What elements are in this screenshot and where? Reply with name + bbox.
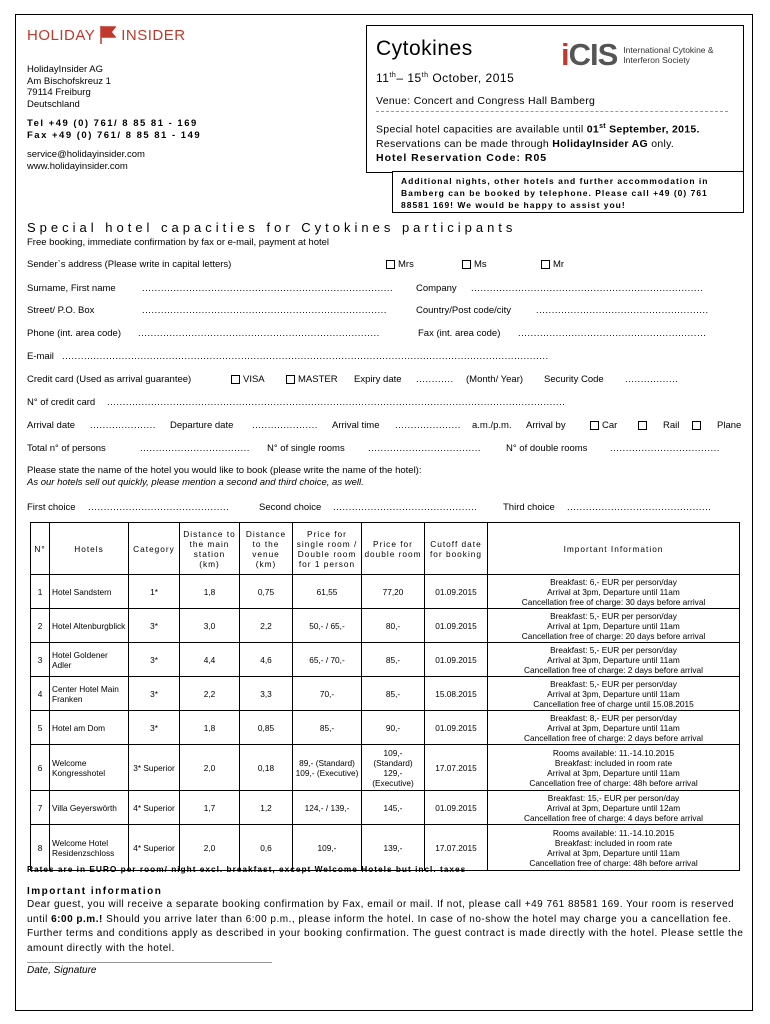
checkbox-visa[interactable] [231,375,240,384]
total-persons-label: Total n° of persons [27,443,106,454]
info-line: Arrival at 3pm, Departure until 11am [547,586,680,597]
cell-no: 6 [31,745,50,791]
company-fax: Fax +49 (0) 761/ 8 85 81 - 149 [27,129,202,141]
conference-title: Cytokines [376,37,473,60]
checkbox-master[interactable] [286,375,295,384]
title-mrs[interactable]: Mrs [386,259,414,270]
country-field[interactable]: ....................................................... [536,305,709,316]
info-line: Cancellation free of charge: 30 days before arrival [521,596,706,607]
card-visa[interactable]: VISA [231,374,265,385]
info-line: Breakfast: included in room rate [554,837,673,848]
company-address [27,64,201,172]
cell-distance-venue: 0,85 [240,711,293,745]
contact-phone-fax [27,118,201,141]
info-line: Cancellation free of charge: 2 days before arrival [524,732,703,743]
cell-cutoff: 01.09.2015 [425,711,488,745]
info-line: Cancellation free of charge: 48h before arrival [529,857,698,868]
cell-category: 1* [129,575,180,609]
info-line: Arrival at 3pm, Departure until 11am [547,722,680,733]
table-row [31,791,740,825]
checkbox-rail[interactable] [638,421,647,430]
cell-important-info [488,575,740,609]
logo-text-right: INSIDER [121,26,186,44]
form-subtitle: Free booking, immediate confirmation by fax or e-mail, payment at hotel [27,237,330,248]
col-no: N° [31,523,50,575]
title-ms[interactable]: Ms [462,259,487,270]
info-line: Cancellation free of charge: 2 days before arrival [524,664,703,675]
col-distance-venue: Distance to the venue (km) [240,523,293,575]
info-line: Arrival at 3pm, Departure until 11am [547,654,680,665]
cell-cutoff: 17.07.2015 [425,745,488,791]
info-line: Cancellation free of charge until 15.08.2015 [533,698,694,709]
cell-important-info [488,677,740,711]
cell-price-double: 90,- [362,711,425,745]
cell-cutoff: 17.07.2015 [425,825,488,871]
company-name: HolidayInsider AG [27,64,104,75]
cell-distance-venue: 4,6 [240,643,293,677]
expiry-label: Expiry date [354,374,402,385]
cell-price-single: 85,- [293,711,362,745]
email-label: E-mail [27,351,54,362]
arrival-field[interactable]: ..................... [90,420,156,431]
info-line: Cancellation free of charge: 20 days before arrival [521,630,706,641]
surname-field[interactable]: ................................................................................ [142,283,394,294]
cc-number-label: N° of credit card [27,397,96,408]
expiry-field[interactable]: ............ [416,374,454,385]
cell-category: 3* [129,677,180,711]
info-line: Rooms available: 11.-14.10.2015 [552,827,675,838]
info-line: Cancellation free of charge: 48h before arrival [529,777,698,788]
departure-field[interactable]: ..................... [252,420,318,431]
col-category: Category [129,523,180,575]
col-cutoff: Cutoff date for booking [425,523,488,575]
cell-cutoff: 01.09.2015 [425,643,488,677]
conference-venue: Venue: Concert and Congress Hall Bamberg [376,95,596,107]
cell-cutoff: 01.09.2015 [425,791,488,825]
hotels-table [30,522,740,871]
cell-no: 1 [31,575,50,609]
cell-price-double: 85,- [362,677,425,711]
company-country: Deutschland [27,98,80,110]
cell-hotel-name: Center Hotel Main Franken [50,677,129,711]
fax-label: Fax (int. area code) [418,328,501,339]
total-persons-field[interactable]: ................................... [140,443,250,454]
street-label: Street/ P.O. Box [27,305,95,316]
cell-distance-station: 3,0 [180,609,240,643]
cell-hotel-name: Hotel am Dom [50,711,129,745]
arrival-time-label: Arrival time [332,420,380,431]
cell-price-single: 89,- (Standard) 109,- (Executive) [293,745,362,791]
third-choice-field[interactable]: .............................................. [567,502,712,513]
arrival-label: Arrival date [27,420,76,431]
arrival-car[interactable]: Car [590,420,617,431]
title-mr[interactable]: Mr [541,259,564,270]
cell-price-single: 124,- / 139,- [293,791,362,825]
cell-price-single: 65,- / 70,- [293,643,362,677]
cell-distance-station: 2,0 [180,825,240,871]
cell-cutoff: 15.08.2015 [425,677,488,711]
arrival-rail[interactable]: Rail [638,420,679,431]
cc-number-field[interactable]: .................................................................................................................................................. [107,397,566,408]
cell-distance-station: 2,0 [180,745,240,791]
cell-category: 3* Superior [129,745,180,791]
cell-important-info [488,609,740,643]
cell-distance-station: 1,7 [180,791,240,825]
surname-label: Surname, First name [27,283,116,294]
table-row [31,609,740,643]
cell-category: 4* Superior [129,825,180,871]
info-line: Breakfast: 5,- EUR per person/day [550,644,677,655]
street-field[interactable]: .............................................................................. [142,305,387,316]
cell-price-double: 145,- [362,791,425,825]
checkbox-ms[interactable] [462,260,471,269]
security-field[interactable]: ................. [625,374,679,385]
company-label: Company [416,283,457,294]
cell-no: 4 [31,677,50,711]
important-info-title: Important information [27,886,163,897]
ampm-label: a.m./p.m. [472,420,512,431]
first-choice-field[interactable]: ............................................. [88,502,230,513]
company-tel: Tel +49 (0) 761/ 8 85 81 - 169 [27,118,198,129]
cell-distance-venue: 3,3 [240,677,293,711]
col-price-double: Price for double room [362,523,425,575]
cell-cutoff: 01.09.2015 [425,575,488,609]
cell-price-single: 50,- / 65,- [293,609,362,643]
table-row [31,745,740,791]
checkbox-plane[interactable] [692,421,701,430]
company-city: 79114 Freiburg [27,87,91,98]
info-line: Breakfast: included in room rate [554,757,673,768]
info-line: Arrival at 1pm, Departure until 11am [547,620,680,631]
info-line: Breakfast: 5,- EUR per person/day [550,610,677,621]
important-info-body: Dear guest, you will receive a separate booking confirmation by Fax, email or mail. If not, please call +49 761 88581 169. Your room is reserved until 6:00 p.m.! Should you arrive later than 6:00 p.m., please inform the hotel. In case of no-show the hotel may charge you a cancellation fee. Further terms and conditions apply as described in your booking confirmation. The guest contract is made directly with the hotel. Please settle the amount directly with the hotel. [27,899,744,954]
cell-category: 3* [129,643,180,677]
col-hotels: Hotels [50,523,129,575]
info-line: Breakfast: 8,- EUR per person/day [550,712,677,723]
cell-price-single: 61,55 [293,575,362,609]
icis-logo-text: International Cytokine & Interferon Society [623,45,714,65]
table-row [31,711,740,745]
special-capacities-note: Special hotel capacities are available until 01st September, 2015. Reservations can be made through HolidayInsider AG only. Hotel Reservation Code: R05 [376,120,736,165]
cell-price-double: 77,20 [362,575,425,609]
cell-distance-station: 2,2 [180,677,240,711]
cell-hotel-name: Welcome Kongresshotel [50,745,129,791]
info-line: Arrival at 3pm, Departure until 11am [547,688,680,699]
info-line: Arrival at 3pm, Departure until 11am [547,847,680,858]
info-line: Breakfast: 5,- EUR per person/day [550,678,677,689]
first-choice-label: First choice [27,502,76,513]
cell-distance-venue: 0,18 [240,745,293,791]
checkbox-mr[interactable] [541,260,550,269]
info-line: Arrival at 3pm, Departure until 11am [547,767,680,778]
icis-logo-mark: iCIS [561,37,618,72]
table-row [31,677,740,711]
single-rooms-field[interactable]: .................................... [368,443,482,454]
cell-price-double: 85,- [362,643,425,677]
phone-label: Phone (int. area code) [27,328,122,339]
company-street: Am Bischofskreuz 1 [27,75,111,87]
cell-no: 7 [31,791,50,825]
double-rooms-label: N° of double rooms [506,443,588,454]
single-rooms-label: N° of single rooms [267,443,345,454]
cell-hotel-name: Hotel Sandstern [50,575,129,609]
cell-price-double: 109,- (Standard) 129,- (Executive) [362,745,425,791]
checkbox-car[interactable] [590,421,599,430]
sender-label: Sender`s address (Please write in capital letters) [27,259,232,270]
cell-hotel-name: Hotel Altenburgblick [50,609,129,643]
company-email[interactable]: service@holidayinsider.com [27,149,145,160]
cell-distance-venue: 0,6 [240,825,293,871]
signature-line[interactable] [27,962,272,963]
logo-text-left: HOLIDAY [27,26,96,44]
security-label: Security Code [544,374,604,385]
additional-nights-box: Additional nights, other hotels and further accommodation in Bamberg can be booked by telephone. Please call +49 (0) 761 88581 169! We would be happy to assist you! [392,171,744,213]
country-label: Country/Post code/city [416,305,512,316]
reservation-code: Hotel Reservation Code: R05 [376,151,548,164]
cell-no: 8 [31,825,50,871]
info-line: Arrival at 3pm, Departure until 12am [546,802,681,813]
table-header-row [31,523,740,575]
info-line: Breakfast: 15,- EUR per person/day [547,792,680,803]
contact-online [27,149,201,172]
cell-hotel-name: Welcome Hotel Residenzschloss [50,825,129,871]
cell-distance-venue: 2,2 [240,609,293,643]
cell-distance-station: 4,4 [180,643,240,677]
conference-dates: 11th– 15th October, 2015 [376,71,515,85]
icis-logo [561,37,714,73]
rates-note: Rates are in EURO per room/ night excl. breakfast, except Welcome Hotels but incl. taxes [27,864,467,874]
cell-category: 3* [129,609,180,643]
cell-important-info [488,791,740,825]
cell-no: 5 [31,711,50,745]
double-rooms-field[interactable]: ................................... [610,443,720,454]
cell-important-info [488,745,740,791]
cell-hotel-name: Hotel Goldener Adler [50,643,129,677]
email-field[interactable]: ........................................................................................................................................................... [62,351,549,362]
table-row [31,643,740,677]
info-line: Rooms available: 11.-14.10.2015 [552,747,675,758]
departure-label: Departure date [170,420,234,431]
cell-price-single: 70,- [293,677,362,711]
cell-distance-station: 1,8 [180,575,240,609]
holidayinsider-logo [27,26,186,44]
cell-important-info [488,825,740,871]
cell-price-double: 139,- [362,825,425,871]
arrival-plane[interactable]: Plane [692,420,741,431]
cell-distance-venue: 1,2 [240,791,293,825]
cell-cutoff: 01.09.2015 [425,609,488,643]
flag-icon [100,26,116,44]
third-choice-label: Third choice [503,502,555,513]
fax-field[interactable]: ............................................................ [518,328,707,339]
checkbox-mrs[interactable] [386,260,395,269]
company-web[interactable]: www.holidayinsider.com [27,160,128,172]
cell-hotel-name: Villa Geyerswörth [50,791,129,825]
signature-label: Date, Signature [27,965,97,976]
credit-card-label: Credit card (Used as arrival guarantee) [27,374,192,385]
phone-field[interactable]: ............................................................................. [138,328,380,339]
form-title: Special hotel capacities for Cytokines participants [27,220,517,235]
company-field[interactable]: .......................................................................... [471,283,704,294]
col-price-single: Price for single room / Double room for 1 person [293,523,362,575]
col-distance-station: Distance to the main station (km) [180,523,240,575]
cell-price-double: 80,- [362,609,425,643]
cell-no: 3 [31,643,50,677]
hotel-request-note: Please state the name of the hotel you would like to book (please write the name of the hotel): As our hotels sell out quickly, please mention a second and third choice, as well. [27,465,422,488]
table-row [31,575,740,609]
cell-category: 3* [129,711,180,745]
second-choice-field[interactable]: .............................................. [333,502,478,513]
cell-price-single: 109,- [293,825,362,871]
arrival-time-field[interactable]: ..................... [395,420,461,431]
cell-distance-venue: 0,75 [240,575,293,609]
month-year-label: (Month/ Year) [466,374,524,385]
cell-distance-station: 1,8 [180,711,240,745]
cell-no: 2 [31,609,50,643]
arrival-by-label: Arrival by [526,420,566,431]
info-line: Cancellation free of charge: 4 days before arrival [524,812,703,823]
info-line: Breakfast: 6,- EUR per person/day [550,576,677,587]
card-master[interactable]: MASTER [286,374,338,385]
second-choice-label: Second choice [259,502,322,513]
cell-category: 4* Superior [129,791,180,825]
cell-important-info [488,711,740,745]
cell-important-info [488,643,740,677]
divider [376,111,728,112]
col-important-info: Important Information [488,523,740,575]
